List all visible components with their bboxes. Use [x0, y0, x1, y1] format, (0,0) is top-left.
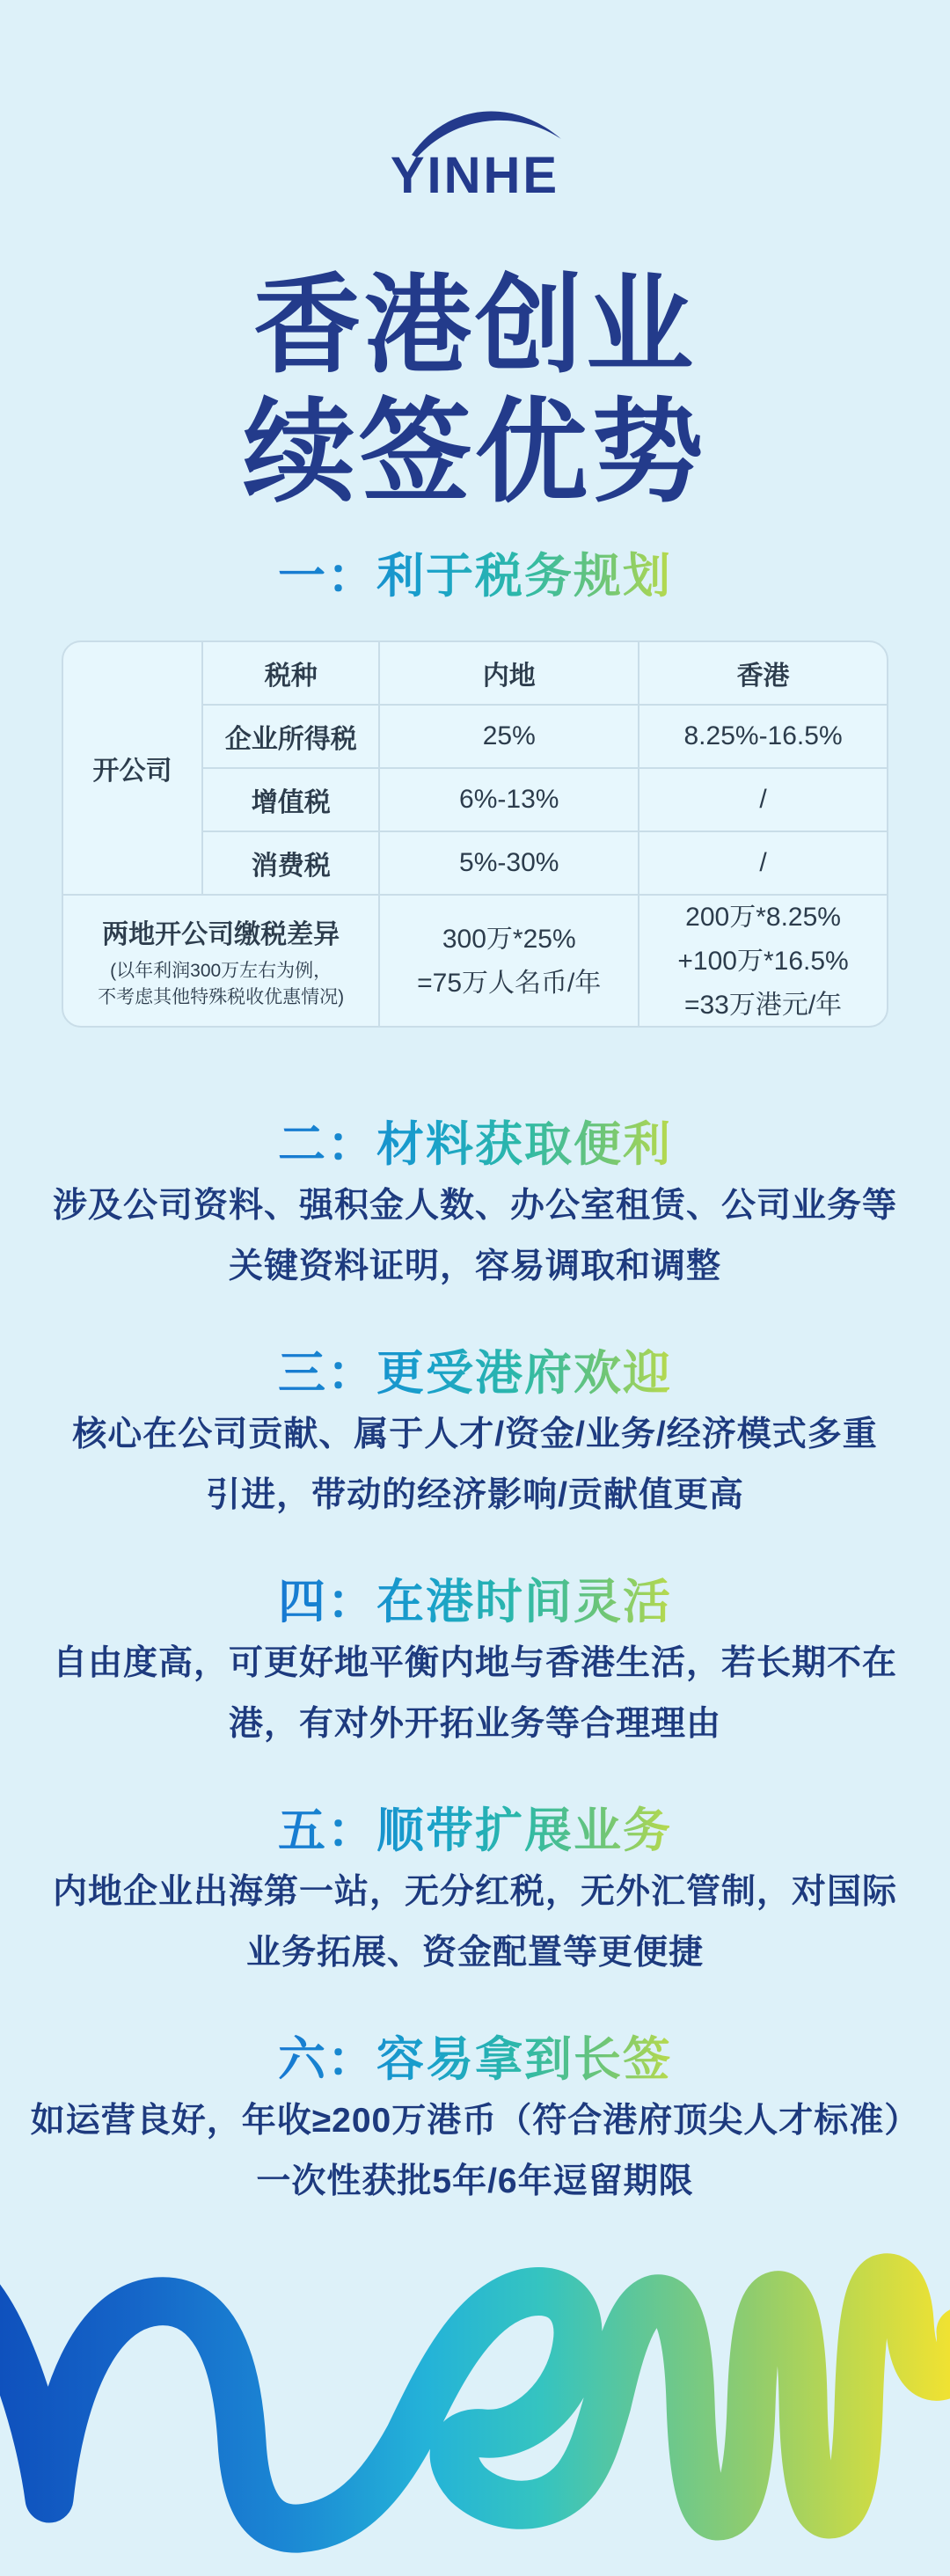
table-cell-row2-mainland: 6%-13%	[380, 769, 639, 832]
section-4-body-line-1: 自由度高，可更好地平衡内地与香港生活，若长期不在	[52, 1644, 897, 1682]
table-cell-row2-tax: 增值税	[203, 769, 380, 832]
page-title	[0, 264, 950, 519]
section-3-body-line-1: 核心在公司贡献、属于人才/资金/业务/经济模式多重	[72, 1416, 878, 1453]
section-2-body	[0, 1175, 950, 1297]
section-2-body-line-2: 关键资料证明，容易调取和调整	[228, 1248, 721, 1285]
table-header-hongkong: 香港	[639, 642, 887, 706]
section-3-body-line-2: 引进，带动的经济影响/贡献值更高	[206, 1476, 744, 1514]
section-6-body	[0, 2090, 950, 2212]
table-summary-hongkong-cell: 200万*8.25% +100万*16.5% =33万港元/年	[677, 903, 849, 1020]
logo-arc-icon	[406, 104, 569, 160]
section-4-body-line-2: 港，有对外开拓业务等合理理由	[228, 1705, 721, 1743]
section-5-body	[0, 1862, 950, 1983]
table-cell-row1-tax: 企业所得税	[203, 706, 380, 769]
section-4-heading: 四：在港时间灵活	[278, 1564, 672, 1632]
table-header-taxtype: 税种	[203, 642, 380, 706]
table-rowgroup-label: 开公司	[63, 642, 203, 896]
table-cell-row1-mainland: 25%	[380, 706, 639, 769]
section-1-heading: 一：利于税务规划	[278, 538, 672, 606]
table-summary-note: (以年利润300万左右为例， 不考虑其他特殊税收优惠情况)	[98, 961, 345, 1007]
table-summary-label: 两地开公司缴税差异	[102, 920, 340, 949]
section-2-heading: 二：材料获取便利	[278, 1107, 672, 1175]
table-cell-row2-hongkong: /	[639, 769, 887, 832]
new-script-path	[0, 2278, 950, 2528]
table-header-mainland: 内地	[380, 642, 639, 706]
table-summary-mainland-cell: 300万*25% =75万人名币/年	[380, 896, 639, 1028]
section-6-body-line-2: 一次性获批5年/6年逗留期限	[256, 2163, 694, 2200]
table-summary-label-cell	[63, 896, 380, 1028]
table-cell-row3-mainland: 5%-30%	[380, 832, 639, 896]
section-3-heading: 三：更受港府欢迎	[278, 1336, 672, 1403]
section-2-body-line-1: 涉及公司资料、强积金人数、办公室租赁、公司业务等	[52, 1187, 897, 1225]
section-5-body-line-2: 业务拓展、资金配置等更便捷	[245, 1934, 704, 1972]
section-6-body-line-1: 如运营良好，年收≥200万港币（符合港府顶尖人才标准）	[30, 2102, 920, 2140]
new-script-graphic	[0, 2224, 950, 2576]
page-title-line-1: 香港创业	[253, 266, 697, 385]
table-cell-row3-tax: 消费税	[203, 832, 380, 896]
page-title-line-2: 续签优势	[242, 390, 707, 516]
section-6-heading: 六：容易拿到长签	[278, 2022, 672, 2089]
tax-comparison-table	[62, 640, 888, 1028]
yinhe-logo	[0, 104, 950, 205]
logo-text: YINHE	[390, 147, 560, 204]
table-cell-row1-hongkong: 8.25%-16.5%	[639, 706, 887, 769]
table-cell-row3-hongkong: /	[639, 832, 887, 896]
section-5-body-line-1: 内地企业出海第一站，无分红税，无外汇管制，对国际	[52, 1873, 897, 1911]
section-5-heading: 五：顺带扩展业务	[278, 1793, 672, 1861]
section-4-body	[0, 1633, 950, 1754]
section-3-body	[0, 1404, 950, 1526]
